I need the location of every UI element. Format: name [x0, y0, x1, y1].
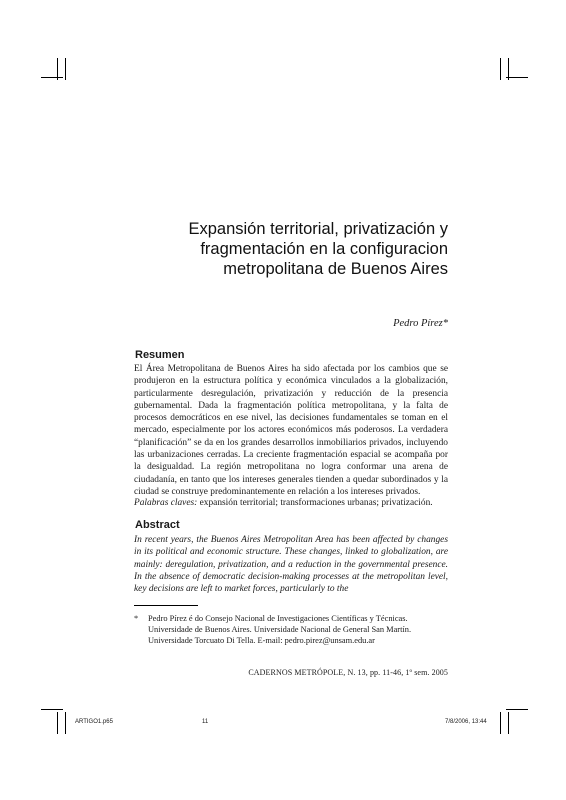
crop-mark	[508, 712, 509, 734]
keywords-text: expansión territorial; transformaciones urbanas; privatización.	[197, 498, 433, 508]
crop-mark	[506, 77, 528, 78]
slug-datetime: 7/8/2006, 13:44	[445, 719, 487, 725]
title-line: metropolitana de Buenos Aires	[223, 260, 448, 278]
keywords	[134, 497, 454, 509]
footnote-line: Pedro Pírez é do Consejo Nacional de Investigaciones Científicas y Técnicas.	[148, 614, 408, 623]
footnote-line: Universidade Torcuato Di Tella. E-mail: pedro.pirez@unsam.edu.ar	[148, 636, 375, 645]
crop-mark	[41, 709, 63, 710]
resumen-heading: Resumen	[135, 349, 185, 361]
footnote-marker: *	[134, 614, 139, 623]
crop-mark	[65, 58, 66, 80]
footnote	[134, 613, 452, 646]
article-title	[148, 219, 448, 279]
crop-mark	[57, 58, 58, 80]
author-name: Pedro Pírez*	[393, 318, 448, 329]
crop-mark	[500, 712, 501, 734]
title-line: fragmentación en la configuracion	[200, 240, 448, 258]
journal-reference: CADERNOS METRÓPOLE, N. 13, pp. 11-46, 1º sem. 2005	[248, 668, 448, 677]
keywords-label: Palabras claves:	[134, 498, 198, 508]
abstract-text: In recent years, the Buenos Aires Metropolitan Area has been affected by changes in its political and economic structure. These changes, linked to globalization, are mainly: deregulation, privatization, and a reduction in the governmental presence. In the absence of democratic decision-making processes at the metropolitan level, key decisions are left to market forces, particularly to the	[134, 535, 448, 595]
abstract-heading: Abstract	[135, 519, 180, 531]
footnote-rule	[134, 605, 198, 606]
crop-mark	[500, 58, 501, 80]
title-line: Expansión territorial, privatización y	[188, 220, 448, 238]
crop-mark	[57, 712, 58, 734]
crop-mark	[65, 712, 66, 734]
resumen-text: El Área Metropolitana de Buenos Aires ha sido afectada por los cambios que se produjeron en la estructura política y económica vinculados a la globalización, particularmente desregulación, privatización y reducción de la presencia gubernamental. Dada la fragmentación política metropolitana, y la falta de procesos democráticos en ese nivel, las decisiones fundamentales se toman en el mercado, especialmente por los actores económicos más poderosos. La verdadera “planificación” se da en los grandes desarrollos inmobiliarios privados, incluyendo las urbanizaciones cerradas. La creciente fragmentación espacial se acompaña por la desigualdad. La región metropolitana no logra conformar una arena de ciudadanía, en tanto que los intereses generales tienden a quedar subordinados y la ciudad se construye predominantemente en relación a los intereses privados.	[134, 364, 448, 497]
crop-mark	[506, 709, 528, 710]
slug-filename: ARTIGO1.p65	[75, 719, 113, 725]
slug-page-number: 11	[202, 719, 209, 725]
footnote-line: Universidade de Buenos Aires. Universidade Nacional de General San Martín.	[148, 625, 412, 634]
crop-mark	[41, 77, 63, 78]
